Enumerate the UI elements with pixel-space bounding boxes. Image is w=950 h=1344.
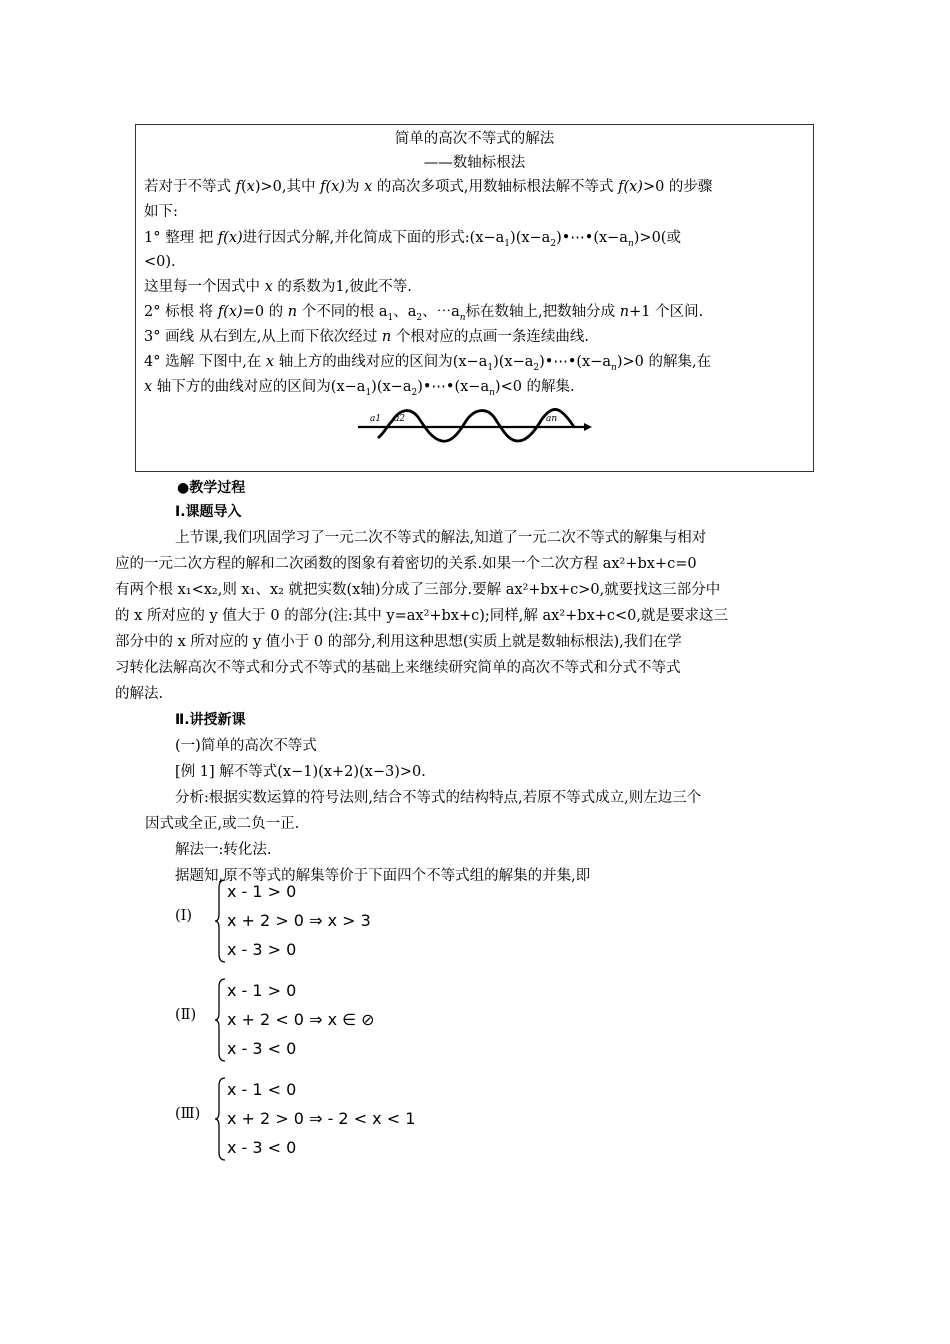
intro-line: 应的一元二次方程的解和二次函数的图象有着密切的关系.如果一个二次方程 ax²+bx+c=0: [115, 556, 697, 572]
step-2: 2° 标根 将 f(x)=0 的 n 个不同的根 $a_1$、$a_2$、$\cdots a_n$标在数轴上,把数轴分成 n+1 个区间.: [144, 304, 704, 323]
intro-line-2: 如下:: [144, 204, 178, 220]
system-line: x + 2 > 0 ⇒ - 2 < x < 1: [227, 1109, 416, 1128]
intro-line: 上节课,我们巩固学习了一元二次不等式的解法,知道了一元二次不等式的解集与相对: [175, 530, 707, 546]
system-line: x - 3 < 0: [227, 1138, 297, 1157]
root-label-a1: a1: [370, 414, 382, 424]
method-box: [135, 124, 814, 472]
system-label: (Ⅲ): [175, 1106, 201, 1122]
equivalence-statement: 据题知,原不等式的解集等价于下面四个不等式组的解集的并集,即: [175, 868, 591, 884]
method-1: 解法一:转化法.: [175, 842, 272, 858]
intro-line: 习转化法解高次不等式和分式不等式的基础上来继续研究简单的高次不等式和分式不等式: [115, 660, 681, 676]
system-line: x - 1 < 0: [227, 1080, 297, 1099]
intro-paragraph: [115, 525, 813, 707]
left-brace-icon: [215, 1076, 227, 1162]
step-1: 1° 整理 把 f(x)进行因式分解,并化简成下面的形式$:(x-a_1)(x-a_2)•\cdots•(x-a_n)>0$(或: [144, 230, 681, 249]
step-3: 3° 画线 从右到左,从上而下依次经过 n 个根对应的点画一条连续曲线.: [144, 329, 589, 345]
system-line: x - 3 < 0: [227, 1039, 297, 1058]
analysis-line-1: 分析:根据实数运算的符号法则,结合不等式的结构特点,若原不等式成立,则左边三个: [175, 790, 702, 806]
left-brace-icon: [215, 878, 227, 964]
system-line: x + 2 > 0 ⇒ x > 3: [227, 911, 371, 930]
analysis-line-2: 因式或全正,或二负一正.: [145, 816, 300, 832]
intro-line-1: 若对于不等式 f(x)>0,其中 f(x)为 x 的高次多项式,用数轴标根法解不等式 f(x)>0 的步骤: [144, 179, 713, 195]
step-1-cont: <0).: [144, 254, 176, 270]
system-1: [175, 878, 475, 964]
intro-line: 有两个根 x₁<x₂,则 x₁、x₂ 就把实数(x轴)分成了三部分.要解 ax²+bx+c>0,就要找这三部分中: [115, 582, 721, 598]
box-title: 简单的高次不等式的解法: [394, 131, 555, 147]
coefficient-note: 这里每一个因式中 x 的系数为1,彼此不等.: [144, 279, 412, 295]
teaching-process: [115, 477, 813, 889]
number-line-wave-figure: [356, 403, 596, 445]
box-subtitle: ——数轴标根法: [423, 155, 526, 171]
system-2: [175, 977, 475, 1063]
root-label-a2: a2: [394, 414, 406, 424]
teaching-header: ●教学过程: [177, 480, 246, 496]
section-2-title: Ⅱ.讲授新课: [175, 712, 246, 728]
example-1: [例 1] 解不等式(x−1)(x+2)(x−3)>0.: [175, 764, 426, 780]
intro-line: 的 x 所对应的 y 值大于 0 的部分(注:其中 y=ax²+bx+c);同样,解 ax²+bx+c<0,就是要求这三: [115, 608, 729, 624]
system-line: x - 1 > 0: [227, 981, 297, 1000]
system-line: x + 2 < 0 ⇒ x ∈ ⊘: [227, 1010, 375, 1029]
axis-arrow-icon: [584, 423, 592, 431]
system-label: (Ⅱ): [175, 1007, 197, 1023]
subsection-title: (一)简单的高次不等式: [175, 738, 317, 754]
system-3: [175, 1076, 475, 1162]
sign-curve: [378, 409, 574, 441]
system-line: x - 3 > 0: [227, 940, 297, 959]
intro-line: 的解法.: [115, 686, 164, 702]
step-4-cont: x 轴下方的曲线对应的区间为$(x-a_1)(x-a_2)•\cdots•(x-a_n)<0$ 的解集.: [144, 379, 575, 398]
step-4: 4° 选解 下图中,在 x 轴上方的曲线对应的区间为$(x-a_1)(x-a_2)•\cdots•(x-a_n)>0$ 的解集,在: [144, 354, 712, 373]
intro-line: 部分中的 x 所对应的 y 值小于 0 的部分,利用这种思想(实质上就是数轴标根法),我们在学: [115, 634, 682, 650]
system-line: x - 1 > 0: [227, 882, 297, 901]
root-label-an: an: [546, 414, 558, 424]
section-1-title: Ⅰ.课题导入: [175, 504, 242, 520]
left-brace-icon: [215, 977, 227, 1063]
system-label: (Ⅰ): [175, 908, 193, 924]
